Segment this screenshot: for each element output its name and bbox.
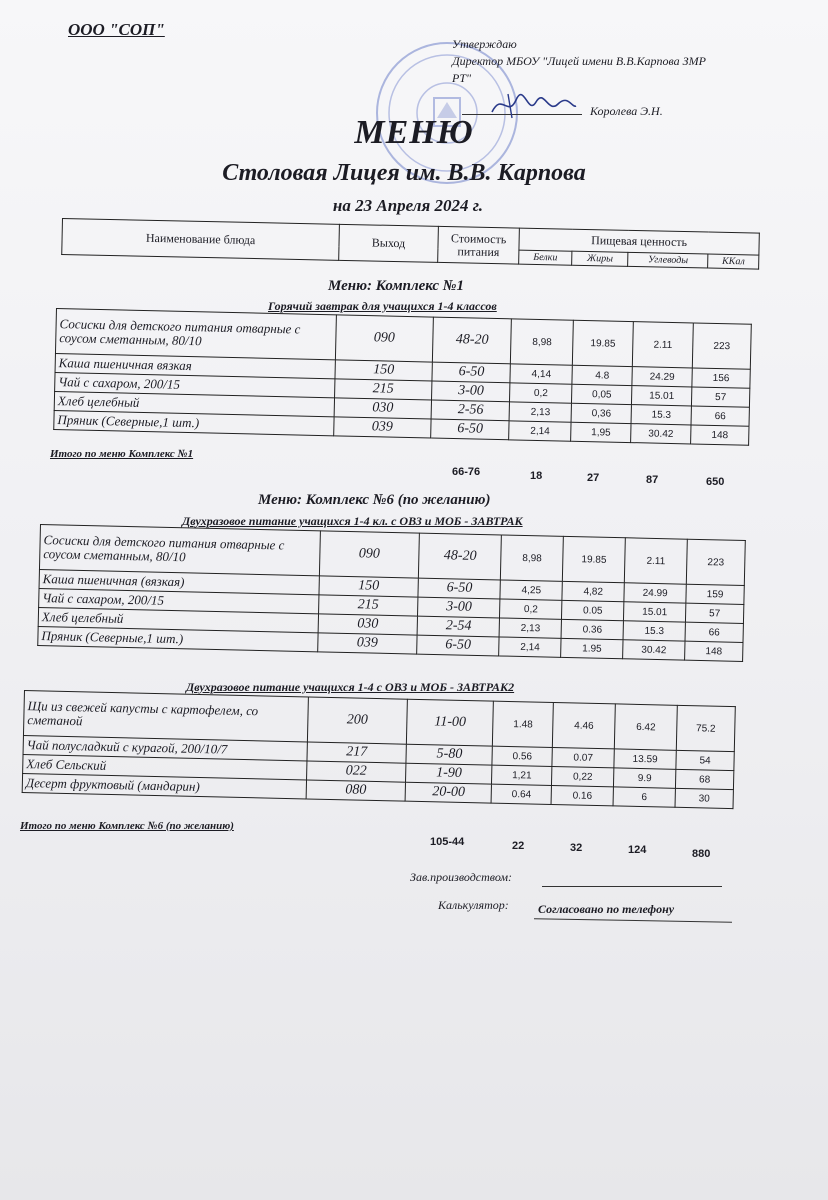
complex6-title: Меню: Комплекс №6 (по желанию) [258,492,491,508]
dish-cost: 2-54 [417,616,499,637]
complex1-table [53,308,752,446]
dish-fat: 4.46 [553,703,616,749]
dish-name: Щи из свежей капусты с картофелем, со сметаной [23,691,307,742]
dish-fat: 0,05 [572,384,632,404]
dish-name: Сосиски для детского питания отварные с соусом сметанным, 80/10 [55,309,335,360]
dish-protein: 0,2 [510,383,572,403]
complex6-total-fat: 32 [570,842,583,854]
page-title: МЕНЮ [354,114,474,151]
dish-carbs: 15.01 [624,602,686,622]
dish-carbs: 9.9 [614,768,676,788]
dish-cost: 48-20 [433,317,512,364]
dish-kcal: 30 [675,788,733,808]
dish-name: Хлеб целебный [54,391,334,416]
header-output: Выход [339,224,439,262]
dish-carbs: 15.3 [623,621,685,641]
complex1-total-label: Итого по меню Комплекс №1 [50,448,194,460]
dish-kcal: 148 [685,641,743,661]
dish-output: 039 [333,417,431,438]
dish-name: Хлеб Сельский [23,754,307,779]
dish-cost: 11-00 [407,699,494,746]
header-nutrition: Пищевая ценность [519,228,759,255]
dish-output: 090 [335,315,434,362]
dish-fat: 1,95 [571,422,631,442]
dish-carbs: 15.01 [632,386,692,406]
page-subtitle: Столовая Лицея им. В.В. Карпова [222,160,586,186]
complex1-total-fat: 27 [587,472,600,484]
header-table [61,218,760,270]
dish-protein: 2,13 [509,402,571,422]
dish-cost: 6-50 [418,578,500,599]
dish-protein: 1.48 [493,701,554,747]
dish-fat: 0,36 [571,403,631,423]
dish-carbs: 13.59 [614,749,676,769]
dish-kcal: 66 [691,406,749,426]
production-head-label: Зав.производством: [410,870,513,884]
header-fat: Жиры [572,251,628,266]
dish-carbs: 6 [613,787,675,807]
dish-kcal: 156 [692,368,750,388]
approval-block [452,36,812,87]
dish-output: 215 [334,379,432,400]
dish-kcal: 148 [691,425,749,445]
dish-carbs: 15.3 [631,405,691,425]
dish-name: Пряник (Северные,1 шт.) [54,410,334,435]
dish-output: 150 [319,576,419,597]
dish-output: 022 [306,761,406,782]
dish-name: Каша пшеничная вязкая [55,353,335,378]
complex1-total-carbs: 87 [646,474,659,486]
complex6-section1: Двухразовое питание учащихся 1-4 кл. с ОВЗ и МОБ - ЗАВТРАК [182,514,523,528]
dish-protein: 2,14 [509,421,571,441]
dish-name: Каша пшеничная (вязкая) [39,569,319,594]
organization-name: ООО "СОП" [68,20,165,39]
dish-cost: 48-20 [419,533,502,580]
dish-fat: 0.16 [551,785,613,805]
dish-kcal: 54 [676,750,734,770]
header-cost: Стоимость питания [438,226,520,264]
dish-fat: 4.8 [572,365,632,385]
dish-output: 090 [319,531,420,578]
dish-fat: 0.36 [561,619,623,639]
header-carbs: Углеводы [628,252,708,268]
calculator-sign-line [534,918,732,922]
dish-cost: 3-00 [418,597,500,618]
complex6-table2 [22,690,736,809]
dish-protein: 8,98 [511,319,574,365]
dish-name: Сосиски для детского питания отварные с соусом сметанным, 80/10 [39,525,319,576]
dish-kcal: 57 [691,387,749,407]
approval-position: Директор МБОУ "Лицей имени В.В.Карпова ЗМР [452,54,706,68]
dish-output: 030 [334,398,432,419]
dish-output: 200 [307,697,408,744]
dish-output: 030 [318,614,418,635]
dish-fat: 0,22 [552,767,614,787]
dish-name: Хлеб целебный [38,607,318,632]
dish-cost: 2-56 [431,400,509,421]
dish-carbs: 2.11 [632,322,693,368]
dish-cost: 1-90 [406,763,492,784]
dish-protein: 1,21 [492,765,552,785]
dish-protein: 8,98 [501,535,564,581]
dish-kcal: 66 [685,622,743,642]
complex6-section2: Двухразовое питание учащихся 1-4 с ОВЗ и МОБ - ЗАВТРАК2 [186,680,515,694]
dish-carbs: 30.42 [631,424,691,444]
dish-name: Чай с сахаром, 200/15 [55,372,335,397]
dish-kcal: 223 [686,539,745,585]
dish-output: 215 [318,595,418,616]
dish-cost: 20-00 [405,782,491,803]
dish-cost: 6-50 [431,419,509,440]
dish-protein: 0.56 [492,746,552,766]
header-protein: Белки [519,250,572,265]
dish-name: Десерт фруктовый (мандарин) [22,773,306,798]
header-name: Наименование блюда [62,219,340,261]
dish-name: Чай полусладкий с курагой, 200/10/7 [23,735,307,760]
dish-fat: 1.95 [561,638,623,658]
complex6-total-carbs: 124 [628,844,647,856]
dish-name: Пряник (Северные,1 шт.) [38,626,318,651]
calculator-label: Калькулятор: [438,898,509,912]
dish-kcal: 223 [692,323,751,369]
dish-carbs: 2.11 [624,538,687,584]
complex1-total-protein: 18 [530,470,543,482]
dish-protein: 0,2 [500,599,562,619]
complex6-table1 [37,524,746,662]
dish-output: 039 [317,633,417,654]
header-kcal: ККал [708,254,759,269]
dish-fat: 19.85 [573,320,634,366]
dish-fat: 19.85 [563,536,626,582]
dish-carbs: 24.29 [632,367,692,387]
production-sign-line [542,886,722,887]
dish-protein: 4,14 [510,364,572,384]
dish-output: 217 [307,742,407,763]
dish-protein: 2,13 [499,618,561,638]
approval-position-cont: РТ" [452,71,472,85]
complex6-total-kcal: 880 [692,848,711,860]
dish-output: 080 [306,780,406,801]
dish-kcal: 75.2 [676,705,735,751]
dish-kcal: 159 [686,584,744,604]
complex1-title: Меню: Комплекс №1 [328,278,464,294]
dish-kcal: 68 [675,769,733,789]
complex6-total-protein: 22 [512,840,525,852]
dish-protein: 0.64 [491,784,551,804]
dish-fat: 4,82 [562,581,624,601]
menu-date: на 23 Апреля 2024 г. [332,196,484,215]
calculator-value: Согласовано по телефону [538,902,675,916]
complex1-section: Горячий завтрак для учащихся 1-4 классов [268,299,497,313]
complex6-total-cost: 105-44 [430,836,465,848]
dish-cost: 5-80 [406,744,492,765]
dish-cost: 6-50 [417,635,499,656]
dish-carbs: 30.42 [623,640,685,660]
dish-fat: 0.05 [562,600,624,620]
complex6-total-label: Итого по меню Комплекс №6 (по желанию) [20,820,234,832]
dish-kcal: 57 [685,603,743,623]
approval-word: Утверждаю [452,37,517,51]
dish-output: 150 [335,360,433,381]
dish-protein: 2,14 [499,637,561,657]
dish-cost: 6-50 [432,362,510,383]
dish-carbs: 24.99 [624,583,686,603]
dish-carbs: 6.42 [614,704,677,750]
dish-cost: 3-00 [432,381,510,402]
dish-fat: 0.07 [552,748,614,768]
dish-protein: 4,25 [500,580,562,600]
dish-name: Чай с сахаром, 200/15 [39,588,319,613]
signer-name: Королева Э.Н. [590,104,663,118]
complex1-total-kcal: 650 [706,476,725,488]
complex1-total-cost: 66-76 [452,466,481,478]
